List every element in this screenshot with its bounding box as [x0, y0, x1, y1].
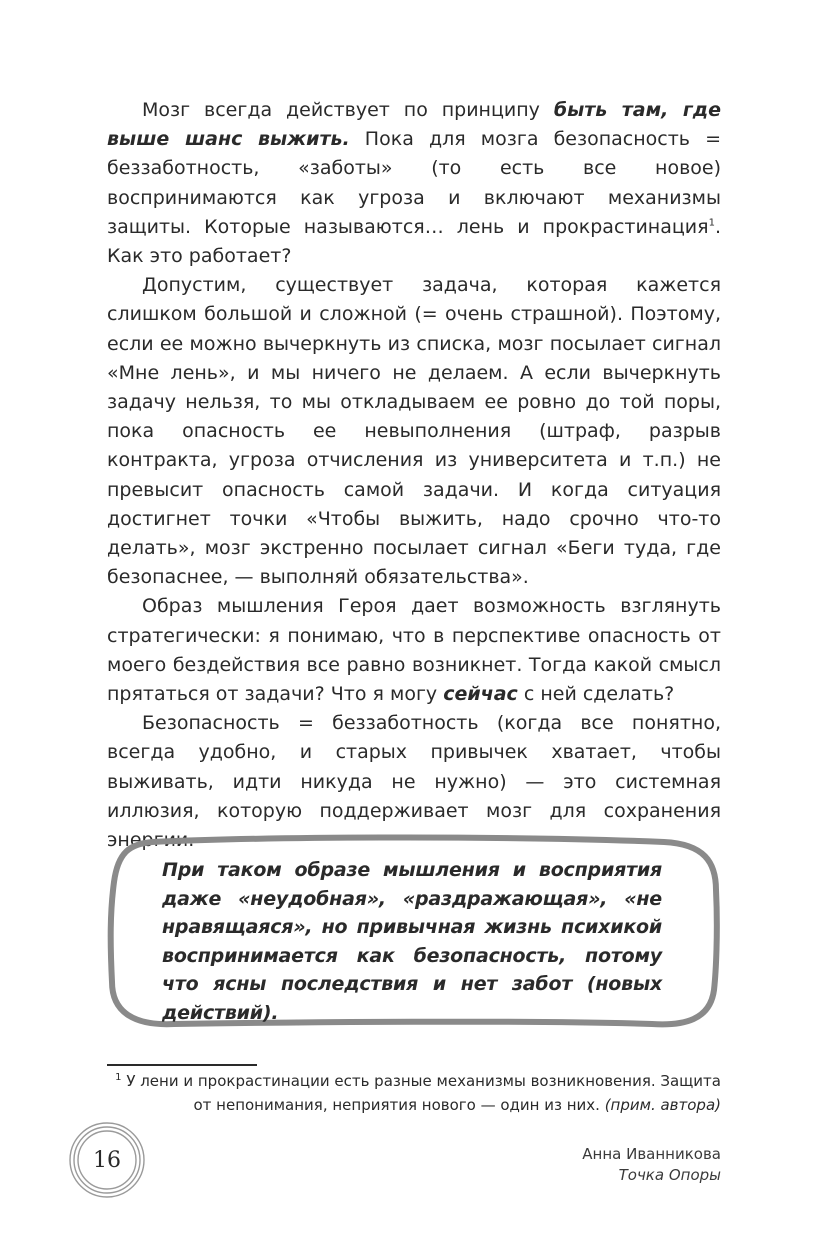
text-run: Мозг всегда действует по принципу — [142, 99, 554, 121]
main-text — [107, 96, 721, 855]
page-number-badge — [67, 1120, 147, 1200]
quote-text: При таком образе мышления и восприятия даже «неудобная», «раздражающая», «не нравящаяся», но привычная жизнь психикой воспринимается как безопасность, потому что ясны последствия и нет забот (новых действий). — [162, 859, 662, 1024]
footnote-text: У лени и прокрастинации есть разные механизмы возникновения. Защита от непонимания, неприятия нового — один из них. — [126, 1072, 721, 1114]
footnote-number: 1 — [115, 1072, 122, 1083]
text-run: Образ мышления Героя дает возможность взглянуть стратегически: я понимаю, что в перспективе опасность от моего бездействия все равно возникнет. Тогда какой смысл прятаться от задачи? Что я могу — [107, 595, 721, 706]
footnote — [100, 1069, 721, 1117]
running-footer — [520, 1144, 721, 1186]
book-title: Точка Опоры — [618, 1166, 721, 1184]
text-run: с ней сделать? — [517, 683, 675, 706]
text-run: Допустим, существует задача, которая кажется слишком большой и сложной (= очень страшной). Поэтому, если ее можно вычеркнуть из списка, мозг посылает сигнал «Мне лень», и мы ничего не делаем. А если вычеркнуть задачу нельзя, то мы откладываем ее ровно до той поры, пока опасность ее невыполнения (штраф, разрыв контракта, угроза отчисления из университета и т.п.) не превысит опасность самой задачи. И когда ситуация достигнет точки «Чтобы выжить, надо срочно что-то делать», мозг экстренно посылает сигнал «Беги туда, где безопаснее, — выполняй обязательства». — [107, 274, 721, 589]
text-run: Пока для мозга безопасность = беззаботность, «заботы» (то есть все новое) воспринимаются как угроза и включают механизмы защиты. Которые называются… лень и прокрастинация — [107, 128, 721, 238]
text-run: . Как это работает? — [107, 215, 721, 268]
paragraph-1 — [107, 96, 721, 271]
page-number: 16 — [93, 1147, 121, 1173]
text-run: Безопасность = беззаботность (когда все понятно, всегда удобно, и старых привычек хватает, чтобы выживать, идти никуда не нужно) — это системная иллюзия, которую поддерживает мозг для сохранения энергии. — [107, 712, 721, 852]
paragraph-3 — [107, 592, 721, 709]
author-name: Анна Иванникова — [582, 1145, 721, 1163]
paragraph-2 — [107, 271, 721, 592]
footnote-ref: 1 — [708, 217, 715, 229]
emphasis-run: сейчас — [443, 683, 518, 706]
footnote-divider — [107, 1064, 257, 1066]
footnote-note: (прим. автора) — [604, 1096, 721, 1114]
emphasis-run: быть там, где выше шанс выжить. — [107, 99, 721, 151]
